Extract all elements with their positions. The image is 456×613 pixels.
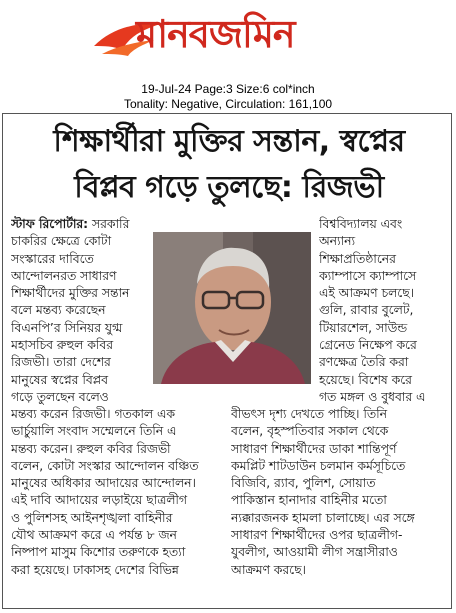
bottom-left-line: এই দাবি আদায়ের লড়াইয়ে ছাত্রলীগ bbox=[11, 493, 187, 508]
left-column bbox=[11, 216, 149, 406]
bottom-left-line: যৌথ আক্রমণ করে এ পর্যন্ত ৮ জন bbox=[11, 528, 177, 543]
bottom-right-line: সাধারণ শিক্ষার্থীদের ওপর ছাত্রলীগ- bbox=[231, 528, 403, 543]
bottom-right-line: বীভৎস দৃশ্য দেখতে পাচ্ছি। তিনি bbox=[231, 407, 387, 421]
left-column-line: সংস্কারের দাবিতে bbox=[11, 251, 94, 266]
left-column-line: মানুষের স্বপ্নের বিপ্লব bbox=[11, 372, 108, 387]
bottom-left-line: ও পুলিশসহ আইনশৃঙ্খলা বাহিনীর bbox=[11, 510, 173, 525]
left-column-line-1: স্টাফ রিপোর্টার: সরকারি bbox=[11, 217, 130, 231]
bottom-right-column bbox=[231, 406, 447, 579]
portrait-photo bbox=[153, 232, 311, 384]
left-column-line: চাকরির ক্ষেত্রে কোটা bbox=[11, 234, 112, 249]
bottom-left-line: ভার্চুয়ালি সংবাদ সম্মেলনে তিনি এ bbox=[11, 424, 177, 439]
right-column-line: টিয়ারশেল, সাউন্ড bbox=[319, 320, 408, 335]
byline: স্টাফ রিপোর্টার: bbox=[11, 217, 89, 231]
bottom-right-line: ন্যক্কারজনক হামলা চালাচ্ছে। এর সঙ্গে bbox=[231, 510, 415, 525]
right-column-line: অন্যান্য bbox=[319, 234, 356, 249]
bottom-right-line: আক্রমণ করছে। bbox=[231, 562, 306, 577]
bottom-right-line: পাকিস্তান হানাদার বাহিনীর মতো bbox=[231, 493, 387, 508]
clip-meta-tonality: Tonality: Negative, Circulation: 161,100 bbox=[123, 97, 333, 111]
bottom-right-line: যুবলীগ, আওয়ামী লীগ সন্ত্রাসীরাও bbox=[231, 545, 398, 560]
left-column-line: রিজভী। তারা দেশের bbox=[11, 355, 111, 370]
left-column-line: বিএনপি’র সিনিয়র যুগ্ম bbox=[11, 320, 123, 335]
clip-meta-date-size: 19-Jul-24 Page:3 Size:6 col*inch bbox=[141, 82, 315, 96]
bottom-left-line: মন্তব্য করেন। রুহুল কবির রিজভী bbox=[11, 441, 171, 456]
left-column-line: শিক্ষার্থীদের মুক্তির সন্তান bbox=[11, 286, 130, 301]
bottom-right-line: সাধারণ শিক্ষার্থীদের ডাকা শান্তিপূর্ণ bbox=[231, 441, 397, 456]
headline-line-2: বিপ্লব গড়ে তুলছে: রিজভী bbox=[74, 170, 384, 205]
right-column-line: গুলি, রাবার বুলেট, bbox=[319, 303, 414, 318]
right-column-line: ক্যাম্পাসে ক্যাম্পাসে bbox=[319, 268, 417, 283]
bottom-right-line: বিজিবি, র‌্যাব, পুলিশ, সোয়াত bbox=[231, 476, 376, 491]
bottom-left-line: নিষ্পাপ মাসুম কিশোর তরুণকে হত্যা bbox=[11, 545, 186, 560]
bottom-right-line: কমপ্লিট শাটডাউন চলমান কর্মসূচিতে bbox=[231, 458, 406, 473]
right-column-line: এই আক্রমণ চলছে। bbox=[319, 286, 415, 301]
right-column-line: রণক্ষেত্র তৈরি করা bbox=[319, 355, 409, 370]
right-column-line: গ্রেনেড নিক্ষেপ করে bbox=[319, 338, 417, 353]
right-column-line: হয়েছে। বিশেষ করে bbox=[319, 372, 412, 387]
right-column bbox=[319, 216, 447, 406]
article-clipping bbox=[2, 113, 452, 609]
left-column-line: মহাসচিব রুহুল কবির bbox=[11, 338, 113, 353]
bottom-left-line: বলেন, কোটা সংস্কার আন্দোলন বঞ্চিত bbox=[11, 458, 199, 473]
bottom-left-line: মানুষের অধিকার আদায়ের আন্দোলন। bbox=[11, 476, 196, 491]
headline-line-1: শিক্ষার্থীরা মুক্তির সন্তান, স্বপ্নের bbox=[53, 124, 405, 159]
left-column-line: বলে মন্তব্য করেছেন bbox=[11, 303, 106, 318]
left-column-line: আন্দোলনরত সাধারণ bbox=[11, 268, 117, 283]
masthead bbox=[0, 0, 456, 72]
left-column-line: গড়ে তুলছেন বলেও bbox=[11, 389, 109, 404]
right-column-line: শিক্ষাপ্রতিষ্ঠানের bbox=[319, 251, 396, 266]
masthead-title: মানবজমিন bbox=[136, 12, 295, 56]
bottom-left-line: মন্তব্য করেন রিজভী। গতকাল এক bbox=[11, 407, 175, 421]
right-column-line: গত মঙ্গল ও বুধবার এ bbox=[319, 389, 426, 404]
bottom-left-line: করা হয়েছে। ঢাকাসহ দেশের বিভিন্ন bbox=[11, 562, 179, 577]
bottom-right-line: বলেন, বৃহস্পতিবার সকাল থেকে bbox=[231, 424, 389, 439]
right-column-line: বিশ্ববিদ্যালয় এবং bbox=[319, 217, 403, 231]
